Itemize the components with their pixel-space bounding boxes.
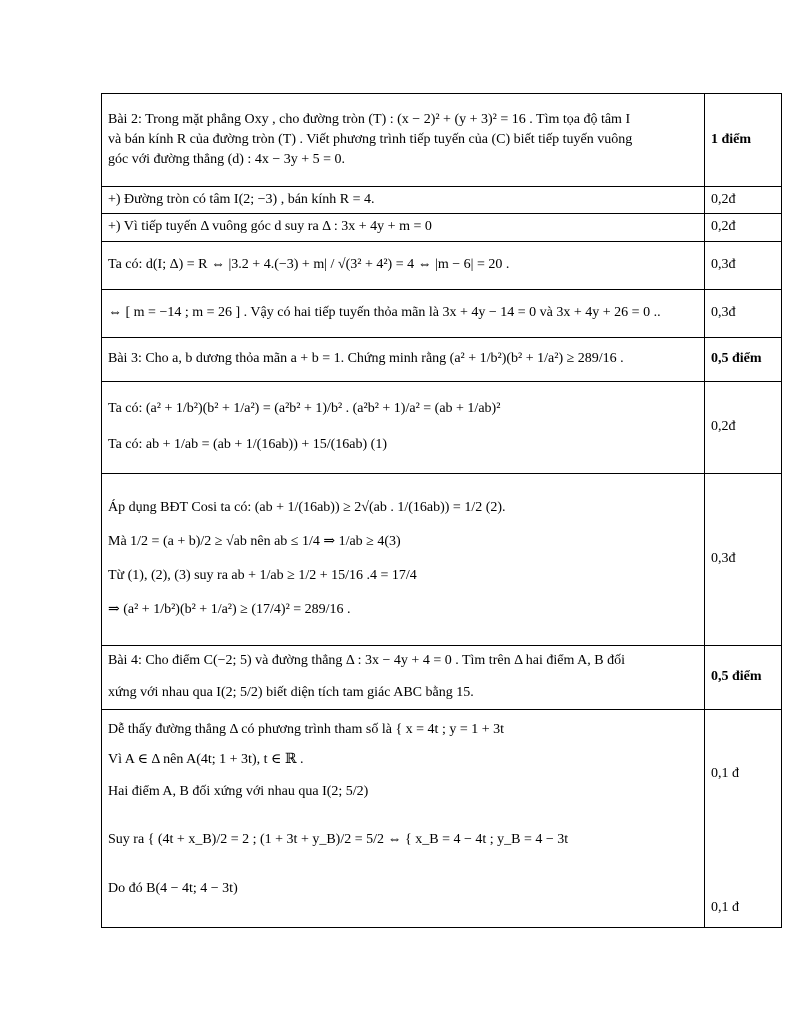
- solution-step: [102, 289, 705, 337]
- table-row: [102, 337, 782, 381]
- text-line: +) Vì tiếp tuyến Δ vuông góc d suy ra Δ : 3x + 4y + m = 0: [108, 219, 432, 235]
- grading-table: [101, 93, 782, 928]
- problem-3-statement: [102, 337, 705, 381]
- text-line: ⇒ (a² + 1/b²)(b² + 1/a²) ≥ (17/4)² = 289/16 .: [108, 602, 351, 618]
- text-line: Ta có: ab + 1/ab = (ab + 1/(16ab)) + 15/(16ab) (1): [108, 437, 388, 453]
- text-line: Ta có: d(I; Δ) = R ⇔ |3.2 + 4.(−3) + m| / √(3² + 4²) = 4 ⇔ |m − 6| = 20 .: [108, 256, 510, 272]
- text-line: ⇔ [ m = −14 ; m = 26 ] . Vậy có hai tiếp tuyến thỏa mãn là 3x + 4y − 14 = 0 và 3x + 4y + 26 = 0 ..: [108, 304, 661, 320]
- text-line: +) Đường tròn có tâm I(2; −3) , bán kính R = 4.: [108, 192, 375, 207]
- text-line: Dễ thấy đường thẳng Δ có phương trình tham số là { x = 4t ; y = 1 + 3t: [108, 721, 505, 737]
- score-cell: 0,2đ: [705, 381, 782, 473]
- text-line: xứng với nhau qua I(2; 5/2) biết diện tích tam giác ABC bằng 15.: [108, 685, 474, 701]
- score-cell: 0,3đ: [705, 473, 782, 645]
- score-cell: 0,5 điểm: [705, 645, 782, 709]
- text-line: và bán kính R của đường tròn (T) . Viết phương trình tiếp tuyến của (C) biết tiếp tuyến vuông: [108, 131, 633, 147]
- text-line: Suy ra { (4t + x_B)/2 = 2 ; (1 + 3t + y_B)/2 = 5/2 ⇔ { x_B = 4 − 4t ; y_B = 4 − 3t: [108, 832, 569, 848]
- text-line: Bài 4: Cho điểm C(−2; 5) và đường thẳng Δ : 3x − 4y + 4 = 0 . Tìm trên Δ hai điểm A, B đối: [108, 652, 625, 668]
- text-line: Vì A ∈ Δ nên A(4t; 1 + 3t), t ∈ ℝ .: [108, 751, 304, 767]
- solution-step: [102, 381, 705, 473]
- score-cell: 0,3đ: [705, 289, 782, 337]
- text-line: Bài 3: Cho a, b dương thỏa mãn a + b = 1. Chứng minh rằng (a² + 1/b²)(b² + 1/a²) ≥ 289/16 .: [108, 350, 624, 366]
- table-row: [102, 241, 782, 289]
- score-cell: 0,2đ: [705, 214, 782, 241]
- table-row: [102, 214, 782, 241]
- table-row: [102, 94, 782, 187]
- score-cell: 0,3đ: [705, 241, 782, 289]
- text-line: Mà 1/2 = (a + b)/2 ≥ √ab nên ab ≤ 1/4 ⇒ 1/ab ≥ 4(3): [108, 533, 401, 549]
- table-row: [102, 709, 782, 927]
- score-cell: 1 điểm: [705, 94, 782, 187]
- problem-2-statement: [102, 94, 705, 187]
- table-row: [102, 645, 782, 709]
- table-row: [102, 473, 782, 645]
- text-line: Ta có: (a² + 1/b²)(b² + 1/a²) = (a²b² + 1)/b² . (a²b² + 1)/a² = (ab + 1/ab)²: [108, 400, 501, 416]
- score-cell: 0,5 điểm: [705, 337, 782, 381]
- table-row: [102, 381, 782, 473]
- solution-step: [102, 473, 705, 645]
- problem-4-statement: [102, 645, 705, 709]
- solution-step: [102, 709, 705, 927]
- text-line: Áp dụng BĐT Cosi ta có: (ab + 1/(16ab)) ≥ 2√(ab . 1/(16ab)) = 1/2 (2).: [108, 499, 506, 515]
- score-value: 0,1 đ: [711, 765, 739, 781]
- solution-step: [102, 187, 705, 214]
- table-row: [102, 187, 782, 214]
- text-line: Từ (1), (2), (3) suy ra ab + 1/ab ≥ 1/2 + 15/16 .4 = 17/4: [108, 568, 417, 584]
- text-line: góc với đường thẳng (d) : 4x − 3y + 5 = 0.: [108, 152, 346, 168]
- text-line: Do đó B(4 − 4t; 4 − 3t): [108, 880, 238, 896]
- score-cell: 0,2đ: [705, 187, 782, 214]
- table-row: [102, 289, 782, 337]
- text-line: Bài 2: Trong mặt phẳng Oxy , cho đường tròn (T) : (x − 2)² + (y + 3)² = 16 . Tìm tọa độ tâm I: [108, 111, 631, 127]
- score-cell: [705, 709, 782, 927]
- score-value: 0,1 đ: [711, 899, 739, 915]
- solution-step: [102, 241, 705, 289]
- text-line: Hai điểm A, B đối xứng với nhau qua I(2; 5/2): [108, 784, 369, 800]
- solution-step: [102, 214, 705, 241]
